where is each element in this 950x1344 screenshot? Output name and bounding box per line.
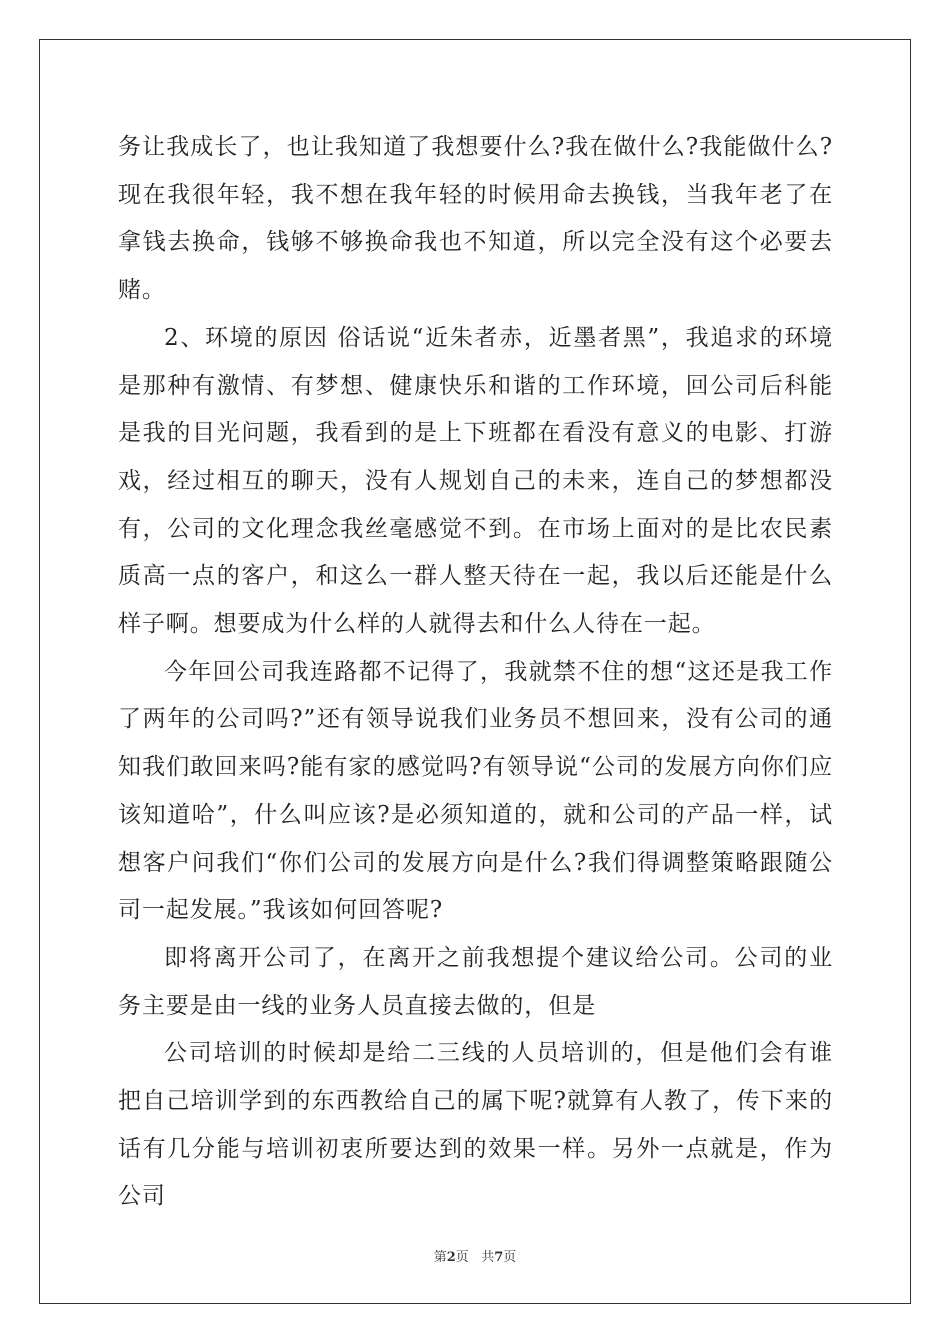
document-body (118, 124, 833, 1221)
paragraph-5: 公司培训的时候却是给二三线的人员培训的，但是他们会有谁把自己培训学到的东西教给自己的属下呢?就算有人教了，传下来的话有几分能与培训初衷所要达到的效果一样。另外一点就是，作为公司 (118, 1040, 833, 1210)
paragraph-3: 今年回公司我连路都不记得了，我就禁不住的想“这还是我工作了两年的公司吗?”还有领导说我们业务员不想回来，没有公司的通知我们敢回来吗?能有家的感觉吗?有领导说“公司的发展方向你们应该知道哈”，什么叫应该?是必须知道的，就和公司的产品一样，试想客户问我们“你们公司的发展方向是什么?我们得调整策略跟随公司一起发展。”我该如何回答呢? (118, 658, 833, 924)
footer-page-suffix: 页 (455, 1250, 469, 1265)
footer-page-number: 2 (446, 1250, 456, 1265)
paragraph-2: 2、环境的原因 俗话说“近朱者赤，近墨者黑”，我追求的环境是那种有激情、有梦想、健康快乐和谐的工作环境，回公司后科能是我的目光问题，我看到的是上下班都在看没有意义的电影、打游戏，经过相互的聊天，没有人规划自己的未来，连自己的梦想都没有，公司的文化理念我丝毫感觉不到。在市场上面对的是比农民素质高一点的客户，和这么一群人整天待在一起，我以后还能是什么样子啊。想要成为什么样的人就得去和什么人待在一起。 (118, 324, 833, 638)
footer-total-prefix: 共 (481, 1250, 495, 1265)
footer-page-prefix: 第 (433, 1250, 447, 1265)
footer-total-suffix: 页 (503, 1250, 517, 1265)
paragraph-4: 即将离开公司了，在离开之前我想提个建议给公司。公司的业务主要是由一线的业务人员直接去做的，但是 (118, 944, 833, 1019)
footer-total-pages: 7 (494, 1250, 504, 1265)
page-footer (0, 1246, 950, 1265)
paragraph-1: 务让我成长了，也让我知道了我想要什么?我在做什么?我能做什么?现在我很年轻，我不想在我年轻的时候用命去换钱，当我年老了在拿钱去换命，钱够不够换命我也不知道，所以完全没有这个必要去赌。 (118, 134, 833, 304)
